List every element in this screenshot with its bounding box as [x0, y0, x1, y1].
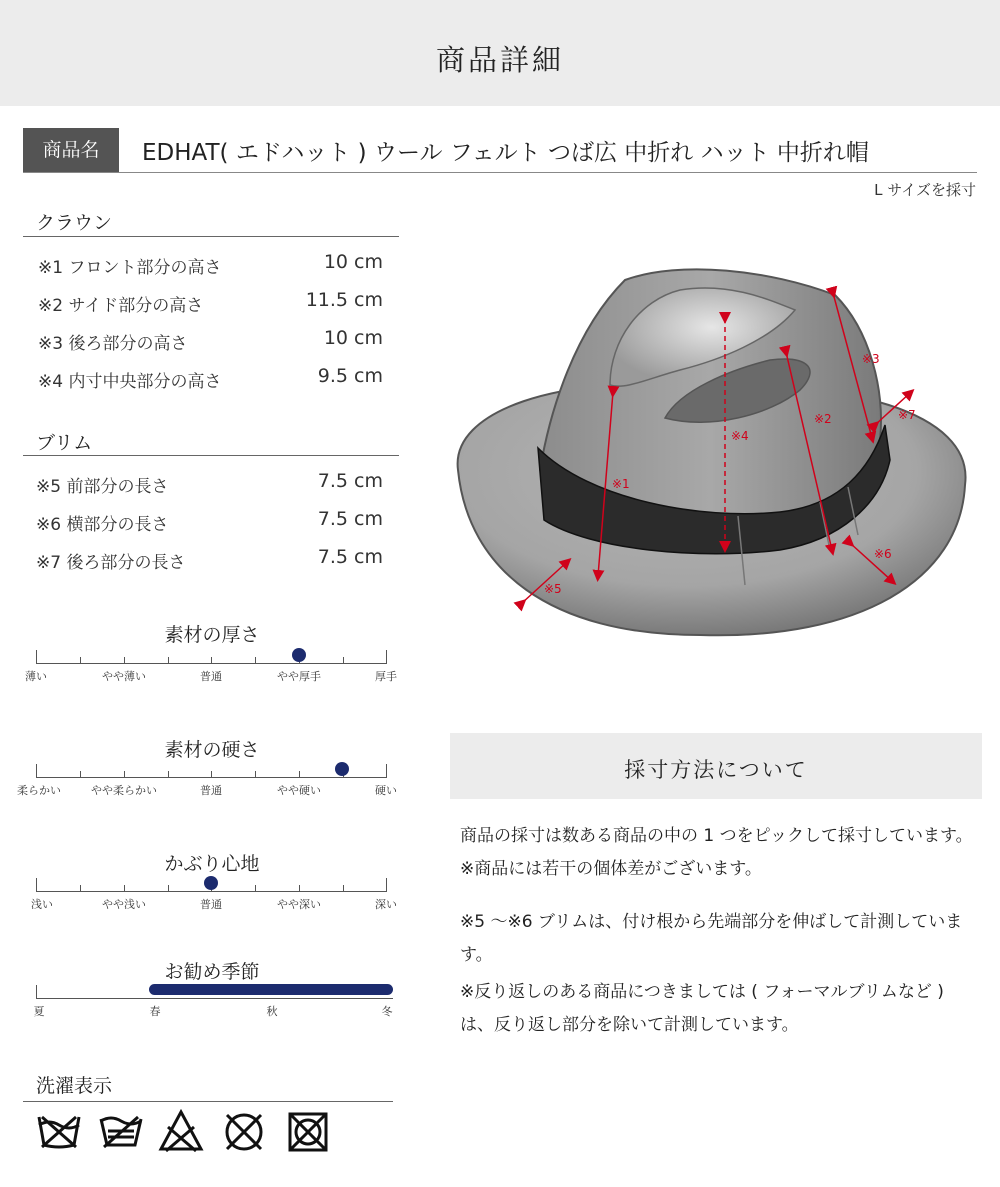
season-label: 秋: [266, 1005, 278, 1018]
divider: [23, 1101, 393, 1102]
divider: [23, 172, 977, 173]
brim-row-value: 7.5 cm: [317, 546, 383, 568]
season-range-bar: [149, 984, 393, 995]
scale-label: やや柔らかい: [91, 784, 157, 797]
scale-tick: [124, 885, 125, 892]
crown-row-label: ※4 内寸中央部分の高さ: [38, 372, 222, 392]
scale-tick: [255, 771, 256, 778]
crown-row-label: ※3 後ろ部分の高さ: [38, 334, 188, 354]
scale-label: やや厚手: [277, 670, 321, 683]
scale-tick: [80, 771, 81, 778]
divider: [23, 236, 399, 237]
no-tumble-dry-icon: [286, 1111, 330, 1153]
no-dryclean-icon: [222, 1111, 266, 1153]
hardness-scale: [17, 764, 397, 804]
scale-tick: [343, 885, 344, 892]
care-title: 洗濯表示: [36, 1075, 113, 1097]
scale-indicator-dot: [204, 876, 218, 890]
season-label: 冬: [381, 1005, 393, 1018]
method-paragraph: ※5 ～※6 ブリムは、付け根から先端部分を伸ばして計測しています。: [460, 912, 963, 965]
scale-tick: [36, 764, 37, 778]
scale-tick: [211, 657, 212, 664]
brim-title: ブリム: [36, 432, 93, 454]
diagram-label-1: ※1: [612, 477, 630, 491]
season-label: 春: [149, 1005, 161, 1018]
scale-indicator-dot: [335, 762, 349, 776]
crown-row-value: 10 cm: [323, 251, 383, 273]
product-name: EDHAT( エドハット ) ウール フェルト つば広 中折れ ハット 中折れ帽: [142, 140, 869, 166]
scale-indicator-dot: [292, 648, 306, 662]
scale-label: 深い: [375, 898, 397, 911]
brim-row-label: ※7 後ろ部分の長さ: [36, 553, 186, 573]
scale-label: 浅い: [31, 898, 53, 911]
diagram-label-7: ※7: [898, 408, 916, 422]
scale-tick: [386, 650, 387, 664]
crown-title: クラウン: [36, 212, 113, 234]
brim-row-value: 7.5 cm: [317, 508, 383, 530]
page-title: 商品詳細: [435, 43, 564, 77]
product-name-label: 商品名: [23, 128, 119, 173]
fit-scale: [31, 878, 397, 918]
scale-label: 柔らかい: [17, 784, 61, 797]
brim-row-value: 7.5 cm: [317, 470, 383, 492]
hat-measurement-diagram: [440, 250, 985, 650]
crown-row-value: 11.5 cm: [305, 289, 383, 311]
season-scale: [33, 985, 393, 1025]
no-wash-icon: [36, 1111, 82, 1153]
scale-tick: [124, 771, 125, 778]
scale-tick: [36, 878, 37, 892]
hardness-scale-title: 素材の硬さ: [164, 739, 260, 761]
scale-label: 普通: [200, 898, 222, 911]
method-paragraph: 商品の採寸は数ある商品の中の 1 つをピックして採寸しています。 ※商品には若干の個体差がございます。: [460, 826, 973, 879]
scale-tick: [343, 657, 344, 664]
scale-tick: [168, 885, 169, 892]
scale-label: 普通: [200, 670, 222, 683]
scale-tick: [386, 764, 387, 778]
diagram-label-6: ※6: [874, 547, 892, 561]
scale-tick: [299, 771, 300, 778]
fit-scale-title: かぶり心地: [164, 853, 260, 875]
scale-label: やや硬い: [277, 784, 321, 797]
scale-tick: [124, 657, 125, 664]
season-title: お勧め季節: [164, 961, 260, 983]
scale-tick: [255, 885, 256, 892]
thickness-scale-title: 素材の厚さ: [164, 624, 260, 646]
diagram-label-2: ※2: [814, 412, 832, 426]
crown-row-label: ※1 フロント部分の高さ: [38, 258, 222, 278]
scale-label: 厚手: [375, 670, 397, 683]
brim-row-label: ※5 前部分の長さ: [36, 477, 169, 497]
scale-label: やや薄い: [102, 670, 146, 683]
scale-tick: [80, 885, 81, 892]
scale-label: やや深い: [277, 898, 321, 911]
method-paragraph: ※反り返しのある商品につきましては ( フォーマルブリムなど ) は、反り返し部分を除いて計測しています。: [460, 982, 944, 1035]
scale-tick: [168, 771, 169, 778]
diagram-label-3: ※3: [862, 352, 880, 366]
method-title: 採寸方法について: [624, 758, 808, 782]
no-iron-icon: [158, 1109, 204, 1153]
scale-tick: [36, 985, 37, 999]
scale-label: 硬い: [375, 784, 397, 797]
scale-tick: [255, 657, 256, 664]
diagram-label-4: ※4: [731, 429, 749, 443]
scale-tick: [36, 650, 37, 664]
crown-row-value: 9.5 cm: [317, 365, 383, 387]
scale-label: 薄い: [25, 670, 47, 683]
crown-row-value: 10 cm: [323, 327, 383, 349]
scale-label: やや浅い: [102, 898, 146, 911]
scale-tick: [386, 878, 387, 892]
divider: [23, 455, 399, 456]
crown-row-label: ※2 サイド部分の高さ: [38, 296, 204, 316]
scale-line: [36, 998, 393, 999]
scale-tick: [299, 885, 300, 892]
season-label: 夏: [33, 1005, 45, 1018]
no-bleach-icon: [98, 1111, 144, 1153]
diagram-label-5: ※5: [544, 582, 562, 596]
thickness-scale: [25, 650, 397, 690]
care-icons: [36, 1111, 336, 1155]
scale-label: 普通: [200, 784, 222, 797]
scale-tick: [80, 657, 81, 664]
brim-row-label: ※6 横部分の長さ: [36, 515, 169, 535]
scale-tick: [168, 657, 169, 664]
scale-tick: [211, 771, 212, 778]
size-note: L サイズを採寸: [874, 181, 976, 199]
